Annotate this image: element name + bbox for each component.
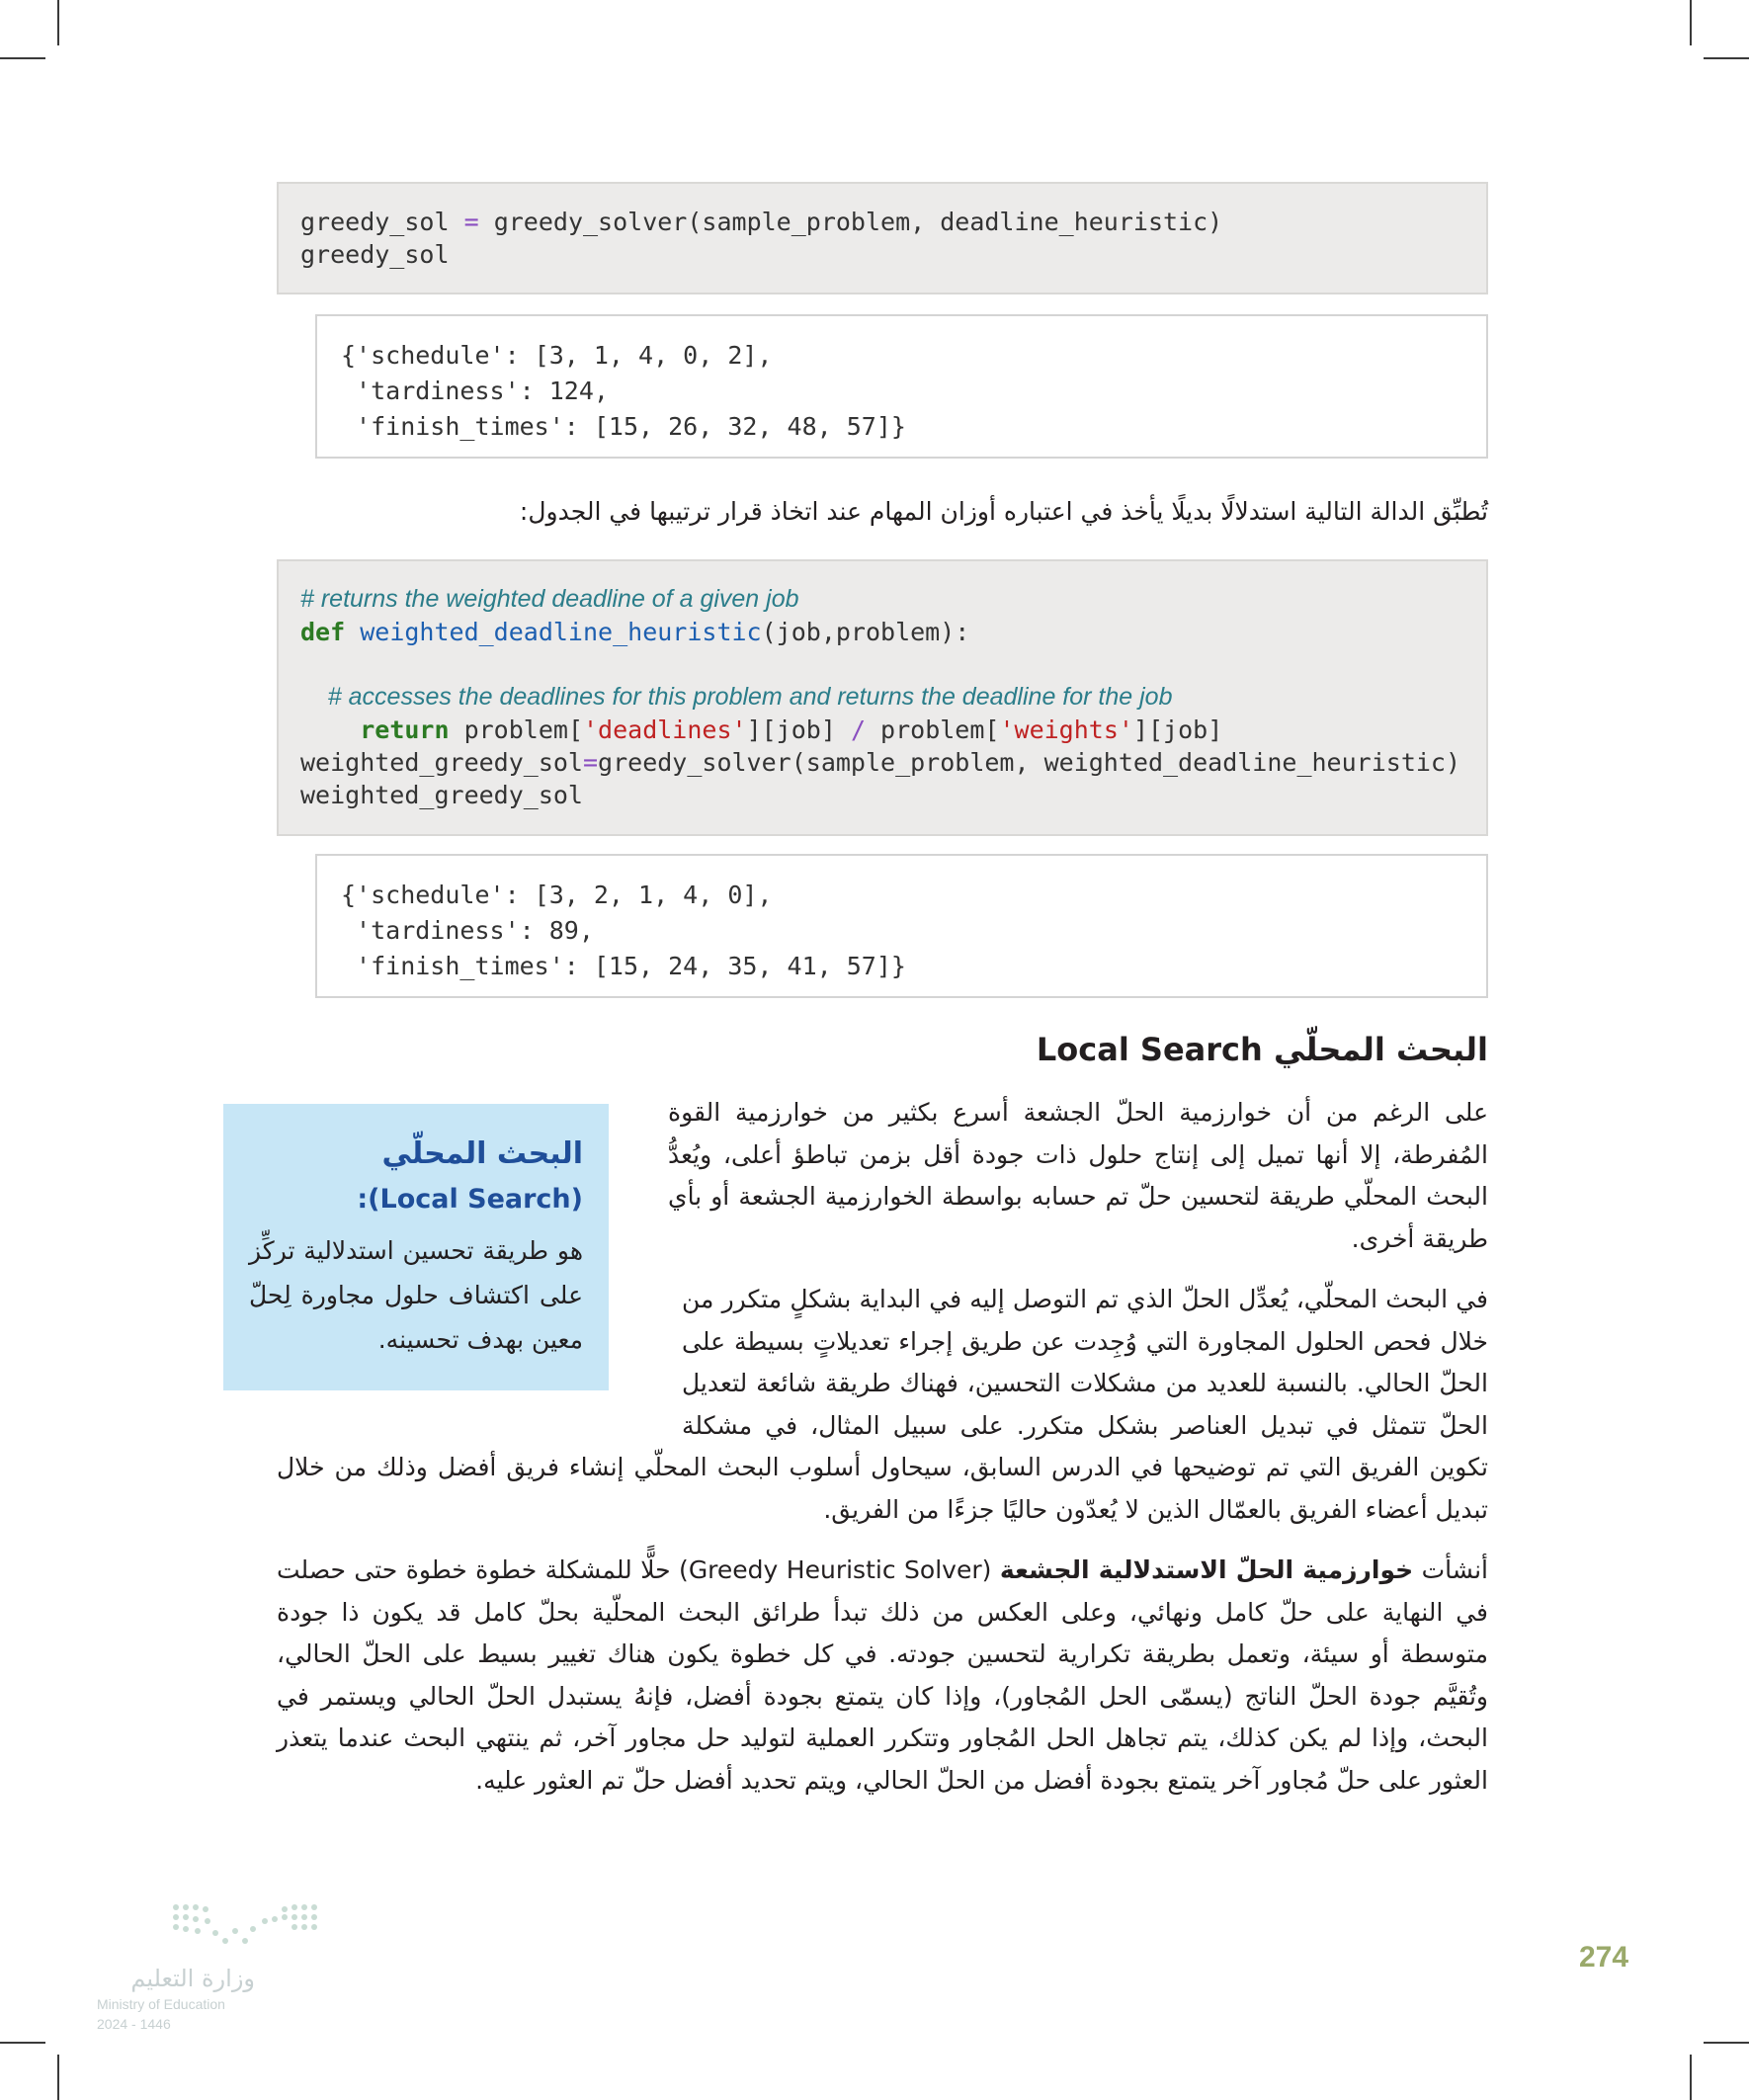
- output-block-greedy: [315, 314, 1488, 459]
- intro-text: تُطبِّق الدالة التالية استدلالًا بديلًا يأخذ في اعتباره أوزان المهام عند اتخاذ قرار ترتيبها في الجدول:: [519, 497, 1488, 526]
- section-title: البحث المحلّي Local Search: [1036, 1031, 1488, 1068]
- output-line: {'schedule': [3, 1, 4, 0, 2],: [341, 341, 773, 370]
- ministry-logo-english: Ministry of Education: [97, 1996, 225, 2012]
- crop-mark: [1690, 2055, 1692, 2100]
- code-text: greedy_solver(sample_problem, deadline_heuristic): [478, 208, 1223, 236]
- code-text: greedy_solver(sample_problem, weighted_deadline_heuristic): [598, 748, 1461, 777]
- crop-mark: [1704, 57, 1749, 59]
- paragraph-3: [277, 1550, 1488, 1802]
- code-line: [300, 616, 1464, 648]
- crop-mark: [0, 2042, 45, 2044]
- sidebar-float-spacer: [277, 1279, 682, 1413]
- code-operator: =: [463, 208, 479, 236]
- code-blank-line: [300, 648, 1464, 681]
- code-function-name: weighted_deadline_heuristic: [360, 618, 762, 646]
- paragraph-3-bold-term: خوارزمية الحلّ الاستدلالية الجشعة: [999, 1555, 1414, 1584]
- output-line: 'finish_times': [15, 26, 32, 48, 57]}: [341, 412, 906, 441]
- crop-mark: [1690, 0, 1692, 45]
- sidebar-body: هو طريقة تحسين استدلالية تركِّز على اكتشاف حلول مجاورة لِحلّ معين بهدف تحسينه.: [249, 1236, 583, 1354]
- code-line: weighted_greedy_sol: [300, 781, 583, 809]
- code-keyword: def: [300, 618, 346, 646]
- code-text: (job,problem):: [761, 618, 970, 646]
- code-text: problem[: [449, 715, 583, 744]
- code-string: 'weights': [999, 715, 1133, 744]
- paragraph-2-text: في البحث المحلّي، يُعدِّل الحلّ الذي تم التوصل إليه في البداية بشكلٍ متكرر من خلال فحص الحلول المجاورة التي وُجِدت عن طريق إجراء تعديلاتٍ بسيطة على الحلّ الحالي. بالنسبة للعديد من مشكلات التحسين، فهناك طريقة شائعة لتعديل الحلّ تتمثل في تبديل العناصر بشكل متكرر. على سبيل المثال، في مشكلة تكوين الفريق التي تم توضيحها في الدرس السابق، سيحاول أسلوب البحث المحلّي إنشاء فريق أفضل وذلك من خلال تبديل أعضاء الفريق بالعمّال الذين لا يُعدّون حاليًا جزءًا من الفريق.: [277, 1285, 1488, 1524]
- code-operator: =: [582, 748, 599, 777]
- sidebar-title: البحث المحلّي: [381, 1136, 583, 1171]
- code-indent: [300, 715, 360, 744]
- output-line: 'finish_times': [15, 24, 35, 41, 57]}: [341, 952, 906, 980]
- crop-mark: [57, 0, 59, 45]
- ministry-logo: [97, 1895, 334, 2044]
- code-text: weighted_greedy_sol: [300, 748, 583, 777]
- crop-mark: [0, 57, 45, 59]
- code-block-weighted: [277, 559, 1488, 836]
- output-line: 'tardiness': 89,: [341, 916, 594, 945]
- paragraph-3-after: (Greedy Heuristic Solver) حلًّا للمشكلة خطوة خطوة حتى حصلت في النهاية على حلّ كامل ونهائي، وعلى العكس من ذلك تبدأ طرائق البحث المحلّية بحلّ كامل قد يكون ذا جودة متوسطة أو سيئة، وتعمل بطريقة تكرارية لتحسين جودته. في كل خطوة يكون هناك تغيير بسيط على الحلّ الحالي، وتُقيَّم جودة الحلّ الناتج (يسمّى الحل المُجاور)، وإذا كان يتمتع بجودة أفضل، فإنهُ يستبدل الحلّ الحالي ويستمر في البحث، وإذا لم يكن كذلك، يتم تجاهل الحل المُجاور وتتكرر العملية لتوليد حل مجاور آخر، ثم ينتهي البحث عندما يتعذر العثور على حلّ مُجاور آخر يتمتع بجودة أفضل من الحلّ الحالي، ويتم تحديد أفضل حلّ تم العثور عليه.: [277, 1555, 1488, 1795]
- code-line: [300, 714, 1464, 746]
- code-text: greedy_sol: [300, 208, 464, 236]
- code-keyword: return: [360, 715, 450, 744]
- code-text: problem[: [866, 715, 1000, 744]
- code-line: [300, 206, 1464, 238]
- crop-mark: [57, 2055, 59, 2100]
- code-comment: # accesses the deadlines for this problem and returns the deadline for the job: [300, 683, 1173, 711]
- page-number: 274: [1579, 1941, 1629, 1974]
- code-operator: /: [850, 715, 866, 744]
- sidebar-subtitle: (Local Search):: [357, 1184, 583, 1215]
- crop-mark: [1704, 2042, 1749, 2044]
- ministry-logo-year: 2024 - 1446: [97, 2016, 171, 2032]
- code-text: ][job]: [1132, 715, 1223, 744]
- paragraph-1: على الرغم من أن خوارزمية الحلّ الجشعة أسرع بكثير من خوارزمية القوة المُفرطة، إلا أنها تميل إلى إنتاج حلول ذات جودة أقل بزمن تباطؤ أعلى، ويُعدُّ البحث المحلّي طريقة لتحسين حلّ تم حسابه بواسطة الخوارزمية الجشعة أو بأي طريقة أخرى.: [668, 1098, 1488, 1253]
- code-block-greedy: [277, 182, 1488, 294]
- ministry-logo-arabic: وزارة التعليم: [130, 1965, 255, 1992]
- code-comment: # returns the weighted deadline of a given job: [300, 585, 799, 613]
- ministry-logo-mark: [97, 1895, 334, 1955]
- code-line: [300, 746, 1464, 779]
- code-text: ][job]: [746, 715, 851, 744]
- code-line: greedy_sol: [300, 240, 450, 269]
- paragraph-3-before: أنشأت: [1413, 1555, 1488, 1584]
- output-block-weighted: [315, 854, 1488, 998]
- output-line: 'tardiness': 124,: [341, 377, 609, 405]
- output-line: {'schedule': [3, 2, 1, 4, 0],: [341, 881, 773, 909]
- paragraph-2: [277, 1279, 1488, 1531]
- code-string: 'deadlines': [583, 715, 747, 744]
